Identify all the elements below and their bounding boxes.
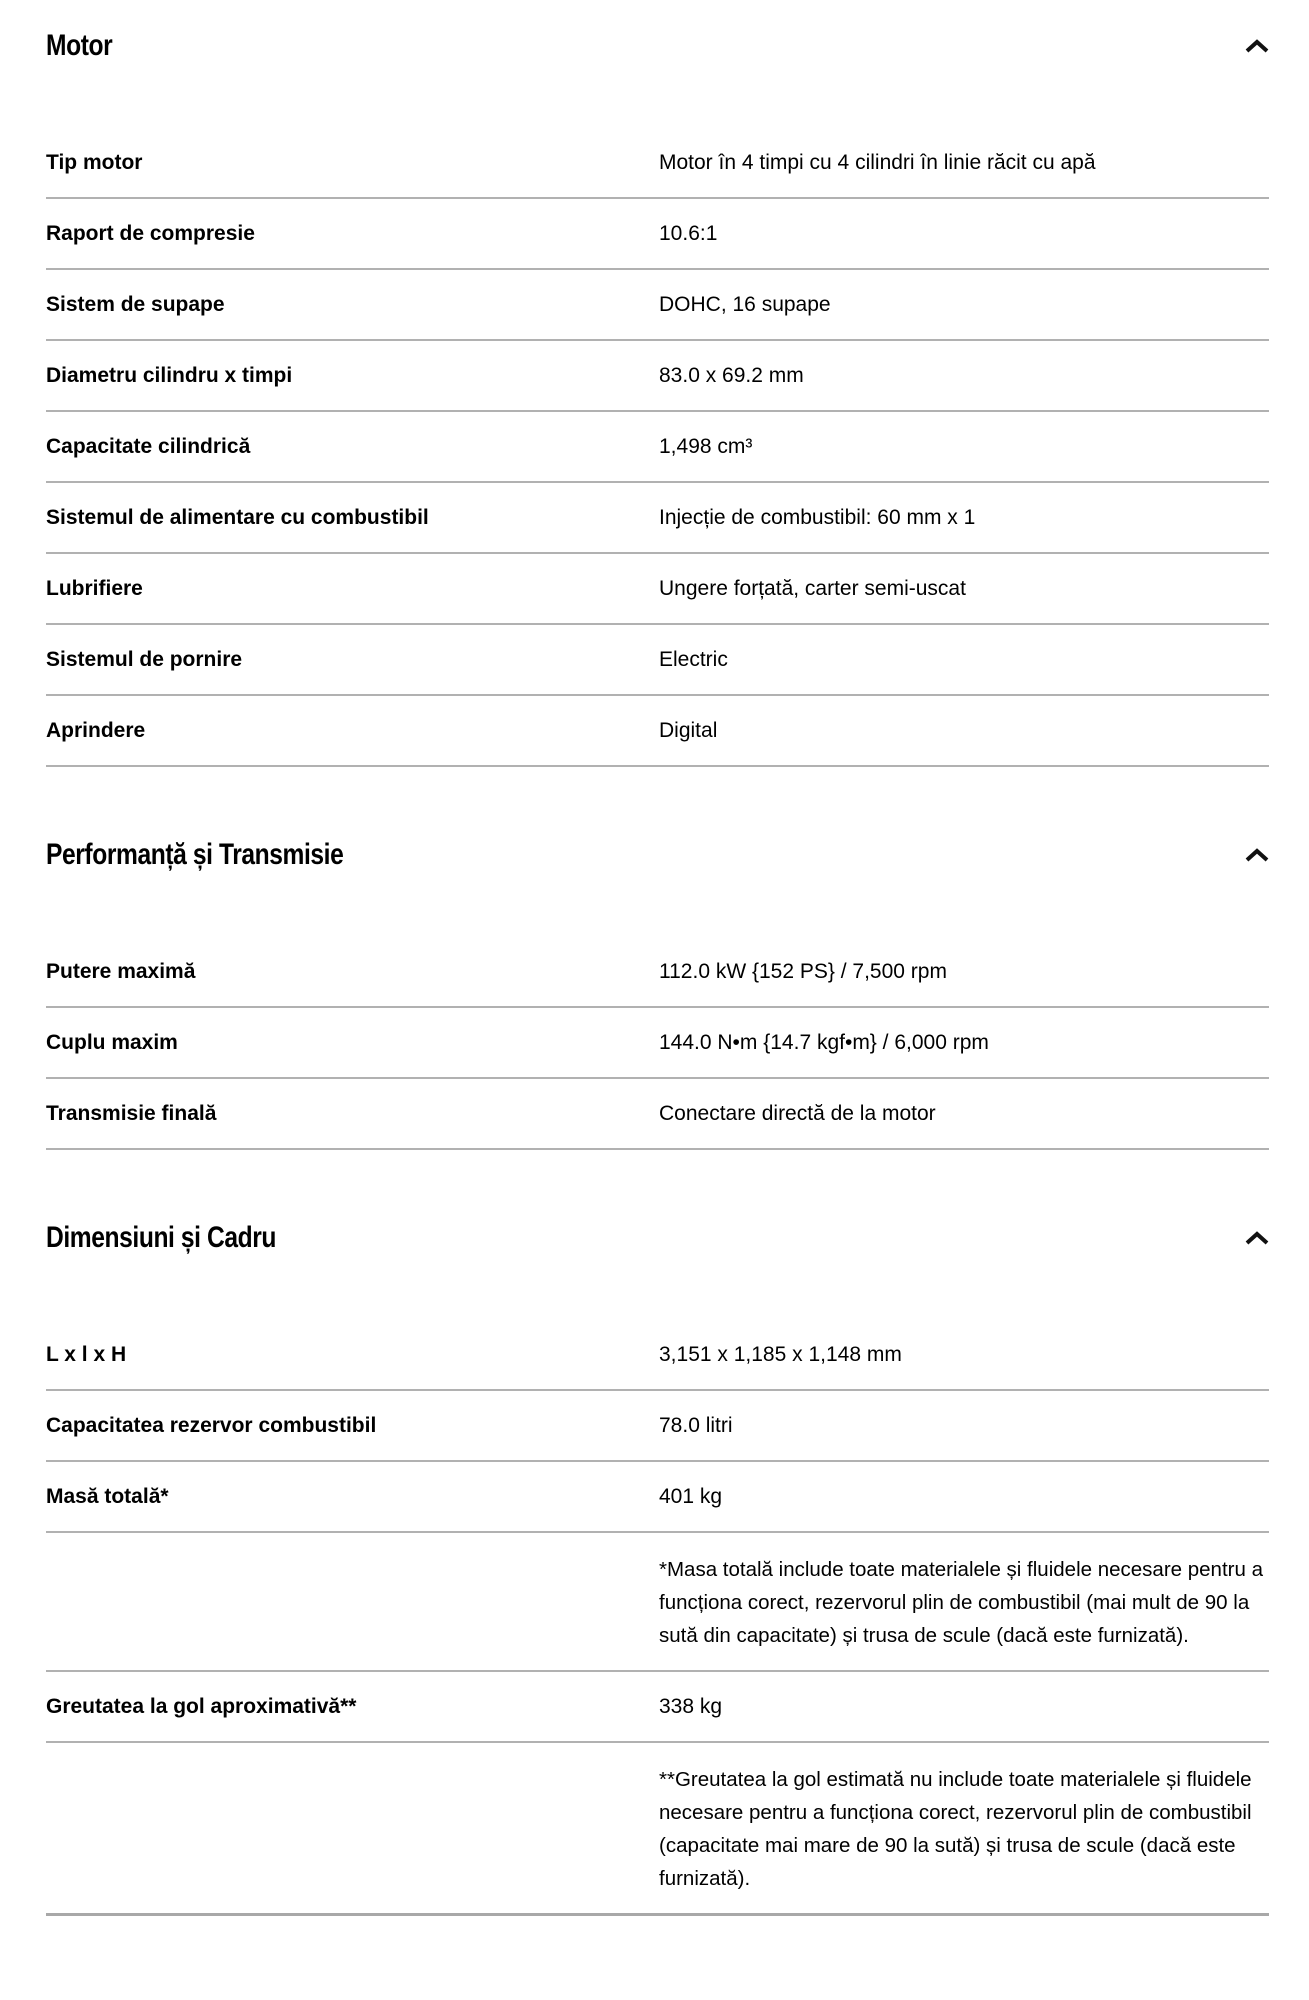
section-title: Dimensiuni și Cadru — [46, 1221, 277, 1254]
spec-label: Capacitate cilindrică — [46, 434, 251, 458]
spec-value: 10.6:1 — [659, 221, 718, 245]
footnote-row — [46, 1743, 1269, 1916]
spec-row — [46, 1391, 1269, 1462]
spec-label: Sistemul de pornire — [46, 647, 243, 671]
spec-value: 3,151 x 1,185 x 1,148 mm — [659, 1342, 902, 1366]
chevron-up-icon — [1245, 848, 1269, 862]
spec-row — [46, 937, 1269, 1008]
spec-section — [46, 1218, 1269, 1916]
section-header[interactable] — [46, 835, 1269, 875]
spec-label: Aprindere — [46, 718, 146, 742]
spec-value: 144.0 N•m {14.7 kgf•m} / 6,000 rpm — [659, 1030, 989, 1054]
spec-value: 401 kg — [659, 1484, 723, 1508]
spec-value: Conectare directă de la motor — [659, 1101, 936, 1125]
spec-row — [46, 483, 1269, 554]
spec-value: Digital — [659, 718, 718, 742]
spec-row — [46, 341, 1269, 412]
spec-label: Sistemul de alimentare cu combustibil — [46, 505, 429, 529]
spec-label: Lubrifiere — [46, 576, 143, 600]
spec-label: Capacitatea rezervor combustibil — [46, 1413, 377, 1437]
section-collapse-button[interactable] — [1245, 846, 1269, 864]
spec-label: Raport de compresie — [46, 221, 255, 245]
section-header[interactable] — [46, 1218, 1269, 1258]
section-collapse-button[interactable] — [1245, 37, 1269, 55]
spec-value: 78.0 litri — [659, 1413, 733, 1437]
spec-value: Electric — [659, 647, 728, 671]
section-title: Performanță și Transmisie — [46, 838, 344, 871]
spec-label: Transmisie finală — [46, 1101, 217, 1125]
spec-value: 83.0 x 69.2 mm — [659, 363, 804, 387]
spec-value: Injecție de combustibil: 60 mm x 1 — [659, 505, 976, 529]
chevron-up-icon — [1245, 39, 1269, 53]
spec-value: Ungere forțată, carter semi-uscat — [659, 576, 966, 600]
section-rows — [46, 937, 1269, 1150]
spec-value: 338 kg — [659, 1694, 723, 1718]
spec-label: Greutatea la gol aproximativă** — [46, 1694, 357, 1718]
spec-label: Cuplu maxim — [46, 1030, 178, 1054]
spec-row — [46, 412, 1269, 483]
spec-label: Masă totală* — [46, 1484, 169, 1508]
spec-value: DOHC, 16 supape — [659, 292, 831, 316]
section-collapse-button[interactable] — [1245, 1229, 1269, 1247]
spec-value: 1,498 cm³ — [659, 434, 753, 458]
spec-label: Putere maximă — [46, 959, 196, 983]
spec-section — [46, 26, 1269, 767]
section-title: Motor — [46, 29, 113, 62]
spec-row — [46, 199, 1269, 270]
spec-row — [46, 1320, 1269, 1391]
spec-row — [46, 554, 1269, 625]
spec-row — [46, 1672, 1269, 1743]
section-header[interactable] — [46, 26, 1269, 66]
spec-row — [46, 270, 1269, 341]
section-rows — [46, 1320, 1269, 1916]
spec-row — [46, 625, 1269, 696]
spec-value: 112.0 kW {152 PS} / 7,500 rpm — [659, 959, 947, 983]
footnote-text: *Masa totală include toate materialele și fluidele necesare pentru a funcționa corect, rezervorul plin de combustibil (mai mult de 90 la sută din capacitate) și trusa de scule (dacă este furnizată). — [659, 1558, 1263, 1647]
footnote-row — [46, 1533, 1269, 1672]
footnote-text: **Greutatea la gol estimată nu include toate materialele și fluidele necesare pentru a funcționa corect, rezervorul plin de combustibil (capacitate mai mare de 90 la sută) și trusa de scule (dacă este furnizată). — [659, 1768, 1252, 1890]
spec-row — [46, 1008, 1269, 1079]
spec-label: Tip motor — [46, 150, 143, 174]
section-rows — [46, 128, 1269, 767]
spec-row — [46, 1462, 1269, 1533]
spec-label: L x l x H — [46, 1342, 127, 1366]
spec-label: Diametru cilindru x timpi — [46, 363, 293, 387]
spec-row — [46, 128, 1269, 199]
spec-label: Sistem de supape — [46, 292, 225, 316]
spec-row — [46, 1079, 1269, 1150]
spec-row — [46, 696, 1269, 767]
spec-section — [46, 835, 1269, 1150]
chevron-up-icon — [1245, 1231, 1269, 1245]
spec-value: Motor în 4 timpi cu 4 cilindri în linie răcit cu apă — [659, 150, 1096, 174]
